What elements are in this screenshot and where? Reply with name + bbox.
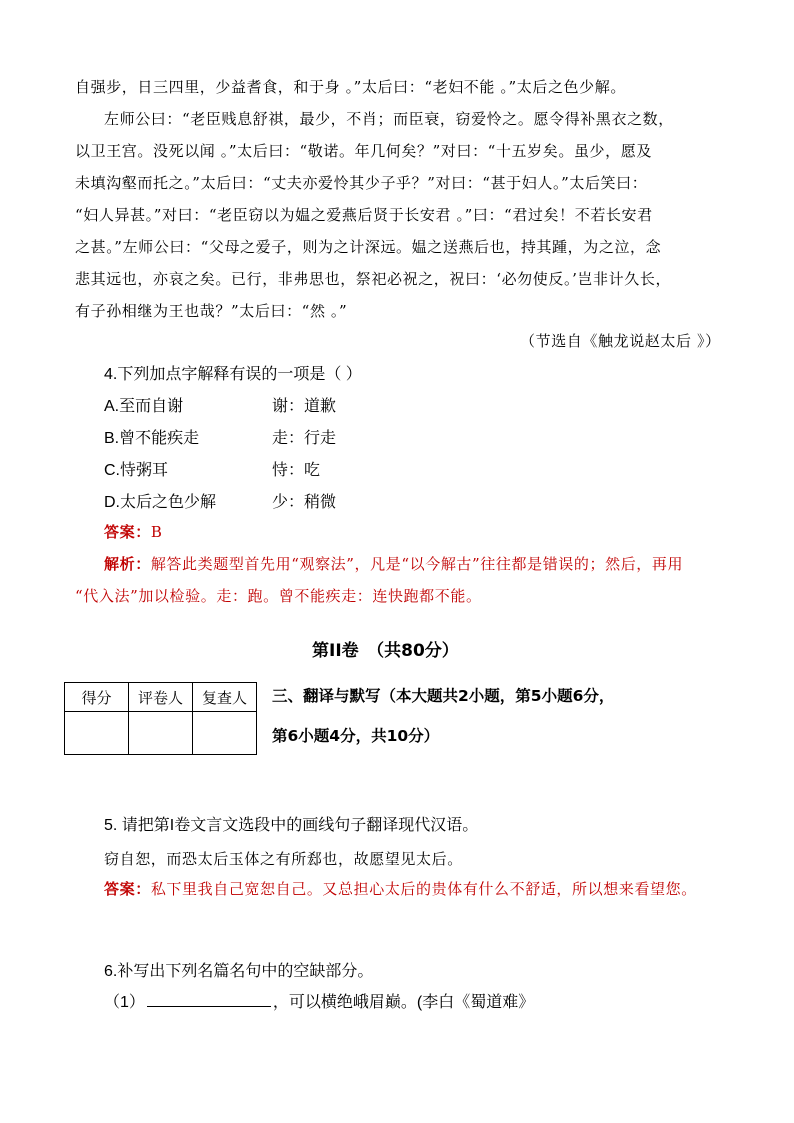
q4-option-d-gloss: 少：稍微 (272, 494, 337, 511)
passage-line-4: 未填沟壑而托之。”太后曰：“丈夫亦爱怜其少子乎？”对曰：“甚于妇人。”太后笑曰： (75, 174, 648, 192)
q4-option-d: D.太后之色少解 (104, 494, 217, 511)
q4-answer-label: 答案： (104, 523, 151, 541)
section3-heading-line2: 第6小题4分，共10分） (272, 727, 440, 745)
q5-sentence: 窃自恕，而恐太后玉体之有所郄也，故愿望见太后。 (104, 850, 463, 868)
score-table (64, 682, 257, 755)
score-header-score: 得分 (65, 683, 129, 712)
q6-item-1-blank[interactable] (147, 992, 271, 1007)
score-header-reviewer: 复查人 (193, 683, 257, 712)
q4-option-a: A.至而自谢 (104, 398, 184, 415)
q5-question: 5. 请把第I卷文言文选段中的画线句子翻译现代汉语。 (104, 817, 479, 834)
passage-source: （节选自《触龙说赵太后 》） (520, 332, 721, 350)
passage-line-7: 悲其远也，亦哀之矣。已行，非弗思也，祭祀必祝之，祝曰：‘必勿使反。’岂非计久长， (75, 270, 672, 288)
passage-line-5: “妇人异甚。”对曰：“老臣窃以为媪之爱燕后贤于长安君 。”曰：“君过矣！不若长安君 (75, 206, 653, 224)
passage-line-8: 有子孙相继为王也哉？”太后曰：“然 。” (75, 302, 348, 320)
q4-option-b-gloss: 走：行走 (272, 430, 337, 447)
q5-answer-label: 答案： (104, 880, 151, 898)
q4-option-c: C.恃粥耳 (104, 462, 169, 479)
part2-title: 第II卷 （共80分） (312, 641, 459, 661)
q4-option-a-gloss: 谢：道歉 (272, 398, 337, 415)
score-cell-score[interactable] (65, 712, 129, 755)
q4-analysis-line2: “代入法”加以检验。走：跑。曾不能疾走：连快跑都不能。 (75, 587, 482, 605)
q4-analysis-line1: 解答此类题型首先用“观察法”，凡是“以今解古”往往都是错误的；然后，再用 (150, 555, 684, 573)
q4-analysis (104, 553, 683, 574)
q4-answer-value: B (150, 523, 163, 541)
q6-question: 6.补写出下列名篇名句中的空缺部分。 (104, 963, 374, 980)
q4-option-b: B.曾不能疾走 (104, 430, 200, 447)
passage-line-6: 之甚。”左师公曰：“父母之爱子，则为之计深远。媪之送燕后也，持其踵，为之泣，念 (75, 238, 662, 256)
q4-option-c-gloss: 恃：吃 (272, 462, 321, 479)
score-header-grader: 评卷人 (129, 683, 193, 712)
section3-heading-line1: 三、翻译与默写（本大题共2小题，第5小题6分， (272, 687, 615, 705)
passage-line-1: 自强步，日三四里，少益耆食，和于身 。”太后曰：“老妇不能 。”太后之色少解。 (75, 78, 626, 96)
q5-answer (104, 878, 697, 899)
q4-answer (104, 521, 162, 542)
score-cell-reviewer[interactable] (193, 712, 257, 755)
q6-item-1-text: ，可以横绝峨眉巅。(李白《蜀道难》 (272, 994, 535, 1011)
q4-analysis-label: 解析： (104, 555, 151, 573)
passage-line-2: 左师公曰：“老臣贱息舒祺，最少，不肖；而臣衰，窃爱怜之。愿令得补黑衣之数， (104, 110, 674, 128)
q6-item-1-number: （1） (104, 994, 145, 1011)
q4-question: 4.下列加点字解释有误的一项是（ ） (104, 366, 362, 383)
passage-line-3: 以卫王宫。没死以闻 。”太后曰：“敬诺。年几何矣？”对曰：“十五岁矣。虽少，愿及 (75, 142, 652, 160)
q6-item-1 (104, 989, 534, 1012)
score-cell-grader[interactable] (129, 712, 193, 755)
q5-answer-value: 私下里我自己宽恕自己。又总担心太后的贵体有什么不舒适，所以想来看望您。 (150, 880, 697, 898)
